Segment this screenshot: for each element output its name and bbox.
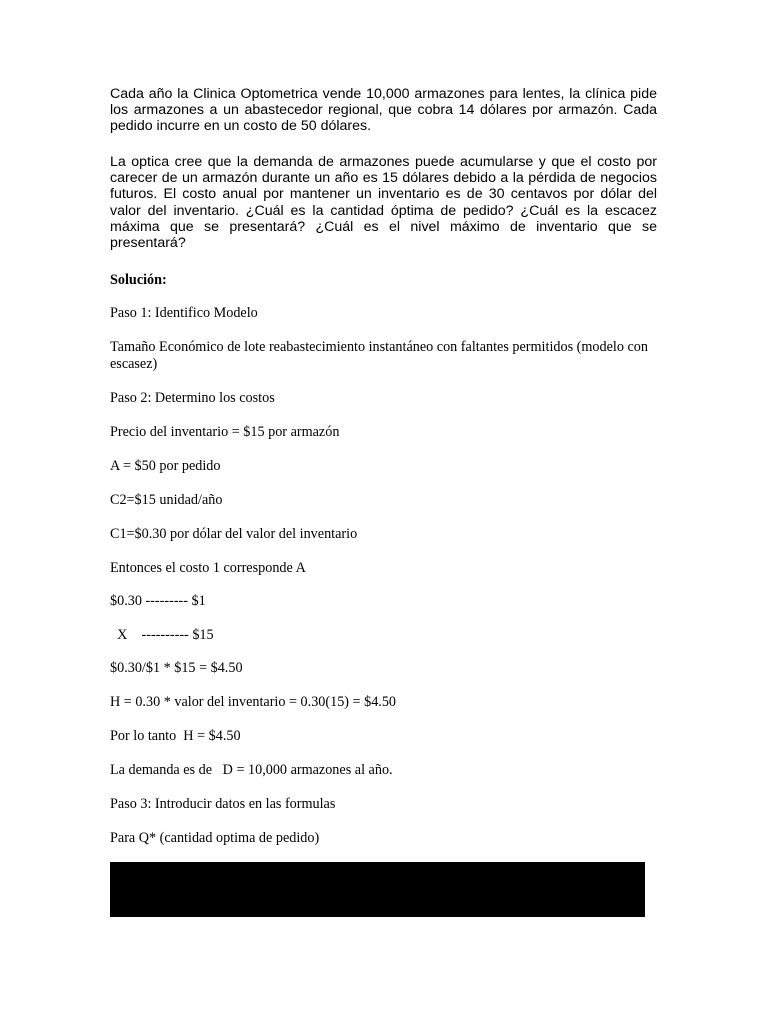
inventory-price: Precio del inventario = $15 por armazón <box>110 424 340 440</box>
proportion-line-1: $0.30 --------- $1 <box>110 593 206 609</box>
proportion-line-2: X ---------- $15 <box>110 627 214 643</box>
holding-cost-result: Por lo tanto H = $4.50 <box>110 728 241 744</box>
step-1: Paso 1: Identifico Modelo <box>110 305 258 321</box>
shortage-cost: C2=$15 unidad/año <box>110 492 223 508</box>
step-2: Paso 2: Determino los costos <box>110 390 275 406</box>
q-star-label: Para Q* (cantidad optima de pedido) <box>110 830 320 846</box>
step-3: Paso 3: Introducir datos en las formulas <box>110 796 336 812</box>
model-description: Tamaño Económico de lote reabastecimiento instantáneo con faltantes permitidos (modelo con escasez) <box>110 339 648 372</box>
demand-statement: La demanda es de D = 10,000 armazones al año. <box>110 762 393 778</box>
redacted-formula-image <box>110 862 645 917</box>
problem-paragraph-1: Cada año la Clinica Optometrica vende 10,000 armazones para lentes, la clínica pide los armazones a un abastecedor regional, que cobra 14 dólares por armazón. Cada pedido incurre en un costo de 50 dólares. <box>110 86 657 135</box>
problem-paragraph-2: La optica cree que la demanda de armazones puede acumularse y que el costo por carecer de un armazón durante un año es 15 dólares debido a la pérdida de negocios futuros. El costo anual por mantener un inventario es de 30 centavos por dólar del valor del inventario. ¿Cuál es la cantidad óptima de pedido? ¿Cuál es la escacez máxima que se presentará? ¿Cuál es el nivel máximo de inventario que se presentará? <box>110 154 657 252</box>
cost-1-statement: Entonces el costo 1 corresponde A <box>110 560 306 576</box>
holding-cost-rate: C1=$0.30 por dólar del valor del inventario <box>110 526 358 542</box>
order-cost: A = $50 por pedido <box>110 458 221 474</box>
proportion-result: $0.30/$1 * $15 = $4.50 <box>110 660 243 676</box>
solution-heading: Solución: <box>110 272 167 288</box>
holding-cost-formula: H = 0.30 * valor del inventario = 0.30(15) = $4.50 <box>110 694 397 710</box>
